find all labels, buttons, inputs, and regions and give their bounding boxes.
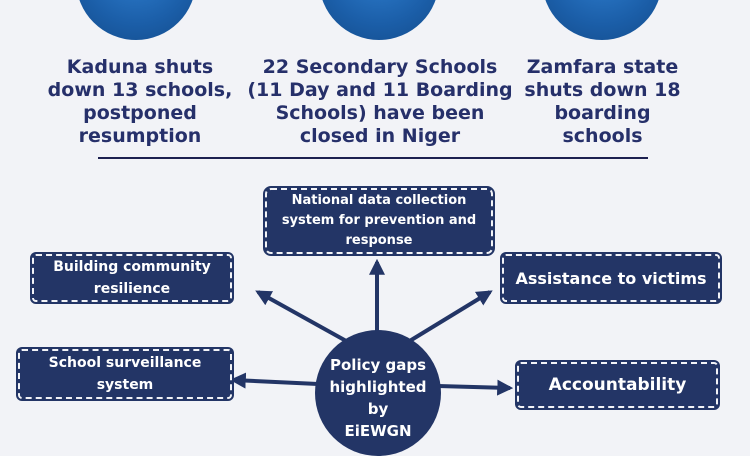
stat-line: closed in Niger [299, 125, 461, 147]
stat-line: boarding [554, 102, 651, 124]
stat-line: Schools) have been [275, 102, 485, 124]
arrow-to-surveillance [233, 380, 318, 384]
policy-gaps-hub [315, 330, 441, 456]
hub-line: EiEWGN [344, 422, 412, 440]
stat-line: down 13 schools, [47, 79, 233, 101]
stat-line: postponed [83, 102, 197, 124]
node-line: system for prevention and [281, 213, 477, 228]
stat-line: 22 Secondary Schools [262, 56, 498, 78]
stat-line: shuts down 18 [524, 79, 681, 101]
stat-line: schools [562, 125, 643, 147]
arrow-to-accountability [438, 386, 510, 388]
stat-line: Zamfara state [526, 56, 679, 78]
hub-line: Policy gaps [330, 356, 426, 374]
node-line: National data collection [291, 193, 467, 208]
node-line: resilience [93, 281, 171, 297]
node-line: School surveillance [48, 355, 202, 371]
node-line: Accountability [548, 375, 687, 395]
community-resilience-node [30, 252, 234, 304]
accountability-node [515, 360, 720, 410]
assistance-node [500, 252, 722, 304]
hub-line: by [367, 400, 389, 418]
surveillance-node [16, 347, 234, 401]
node-line: Assistance to victims [515, 268, 707, 288]
stat-line: (11 Day and 11 Boarding [247, 79, 513, 101]
arrow-to-assistance [408, 292, 490, 342]
node-line: system [96, 377, 154, 393]
node-line: response [345, 233, 413, 248]
hub-line: highlighted [329, 378, 427, 396]
stat-line: Kaduna shuts [66, 56, 214, 78]
arrow-to-community-resilience [258, 292, 348, 342]
node-line: Building community [53, 259, 211, 275]
data-collection-node [263, 186, 495, 256]
stat-line: resumption [78, 125, 202, 147]
